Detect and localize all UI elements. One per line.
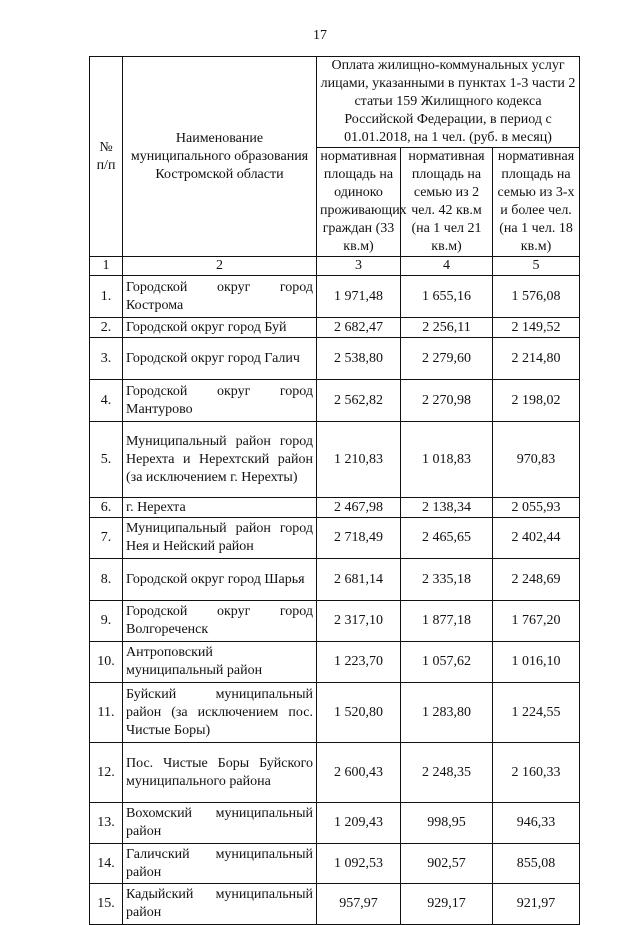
value-family-2: 929,17 [401,884,493,925]
table-row [90,844,580,884]
header-col-group: Оплата жилищно-коммунальных услуг лицами, указанными в пунктах 1-3 части 2 статьи 159 Жилищного кодекса Российской Федерации, в период с 01.01.2018, на 1 чел. (руб. в месяц) [317,57,580,148]
row-number: 5. [90,422,123,498]
value-single: 2 600,43 [317,743,401,803]
table-row [90,380,580,422]
value-single: 2 682,47 [317,318,401,338]
value-family-2: 2 335,18 [401,559,493,601]
value-family-2: 2 256,11 [401,318,493,338]
table-row [90,743,580,803]
value-family-3: 2 214,80 [493,338,580,380]
row-number: 8. [90,559,123,601]
table-row [90,338,580,380]
table-row [90,642,580,683]
value-family-2: 2 279,60 [401,338,493,380]
value-family-2: 2 270,98 [401,380,493,422]
municipality-name: Кадыйский муниципальный район [123,884,317,925]
table-row [90,318,580,338]
table-row [90,683,580,743]
value-family-3: 2 149,52 [493,318,580,338]
value-single: 957,97 [317,884,401,925]
table-row [90,422,580,498]
value-family-2: 2 138,34 [401,498,493,518]
municipality-name: Городской округ город Мантурово [123,380,317,422]
value-single: 1 223,70 [317,642,401,683]
table-row [90,884,580,925]
row-number: 9. [90,601,123,642]
value-family-3: 855,08 [493,844,580,884]
value-family-3: 1 576,08 [493,276,580,318]
value-family-2: 1 018,83 [401,422,493,498]
value-family-2: 1 877,18 [401,601,493,642]
row-number: 10. [90,642,123,683]
row-number: 14. [90,844,123,884]
municipality-name: Городской округ город Шарья [123,559,317,601]
column-index: 4 [401,257,493,276]
value-family-3: 946,33 [493,803,580,844]
row-number: 1. [90,276,123,318]
municipality-name: Городской округ город Галич [123,338,317,380]
header-sub-single: нормативная площадь на одиноко проживающих граждан (33 кв.м) [317,148,401,257]
value-single: 1 210,83 [317,422,401,498]
value-family-3: 2 248,69 [493,559,580,601]
municipality-name: Городской округ город Буй [123,318,317,338]
header-sub-family-2: нормативная площадь на семью из 2 чел. 42 кв.м (на 1 чел 21 кв.м) [401,148,493,257]
row-number: 2. [90,318,123,338]
column-index: 5 [493,257,580,276]
value-family-3: 2 055,93 [493,498,580,518]
table-row [90,518,580,559]
row-number: 6. [90,498,123,518]
table-row [90,601,580,642]
value-family-3: 1 767,20 [493,601,580,642]
column-index: 2 [123,257,317,276]
table-row [90,803,580,844]
table-row [90,498,580,518]
municipality-name: Антроповский муниципальный район [123,642,317,683]
municipality-name: Муниципальный район город Нея и Нейский район [123,518,317,559]
row-number: 3. [90,338,123,380]
table-row [90,276,580,318]
header-col-no: № п/п [90,57,123,257]
value-family-2: 1 283,80 [401,683,493,743]
value-family-2: 902,57 [401,844,493,884]
header-col-name: Наименование муниципального образования Костромской области [123,57,317,257]
row-number: 13. [90,803,123,844]
table-row [90,559,580,601]
value-family-3: 2 402,44 [493,518,580,559]
page-number: 17 [313,28,327,43]
value-family-2: 1 057,62 [401,642,493,683]
municipality-name: Городской округ город Волгореченск [123,601,317,642]
municipality-name: Пос. Чистые Боры Буйского муниципального района [123,743,317,803]
payment-table [89,56,580,925]
value-single: 1 520,80 [317,683,401,743]
value-family-3: 1 016,10 [493,642,580,683]
column-index: 1 [90,257,123,276]
row-number: 4. [90,380,123,422]
value-family-2: 1 655,16 [401,276,493,318]
value-single: 1 092,53 [317,844,401,884]
municipality-name: Буйский муниципальный район (за исключением пос. Чистые Боры) [123,683,317,743]
municipality-name: Муниципальный район город Нерехта и Нерехтский район (за исключением г. Нерехты) [123,422,317,498]
row-number: 15. [90,884,123,925]
value-family-3: 2 160,33 [493,743,580,803]
row-number: 7. [90,518,123,559]
row-number: 11. [90,683,123,743]
value-family-2: 2 248,35 [401,743,493,803]
value-single: 2 317,10 [317,601,401,642]
value-family-2: 2 465,65 [401,518,493,559]
value-family-3: 970,83 [493,422,580,498]
column-index: 3 [317,257,401,276]
row-number: 12. [90,743,123,803]
value-single: 1 971,48 [317,276,401,318]
value-single: 2 681,14 [317,559,401,601]
value-single: 2 562,82 [317,380,401,422]
header-sub-family-3: нормативная площадь на семью из 3-х и более чел. (на 1 чел. 18 кв.м) [493,148,580,257]
value-family-3: 921,97 [493,884,580,925]
value-single: 2 718,49 [317,518,401,559]
municipality-name: Галичский муниципальный район [123,844,317,884]
municipality-name: г. Нерехта [123,498,317,518]
municipality-name: Городской округ город Кострома [123,276,317,318]
value-family-3: 1 224,55 [493,683,580,743]
municipality-name: Вохомский муниципальный район [123,803,317,844]
value-family-3: 2 198,02 [493,380,580,422]
value-family-2: 998,95 [401,803,493,844]
value-single: 2 467,98 [317,498,401,518]
value-single: 1 209,43 [317,803,401,844]
value-single: 2 538,80 [317,338,401,380]
